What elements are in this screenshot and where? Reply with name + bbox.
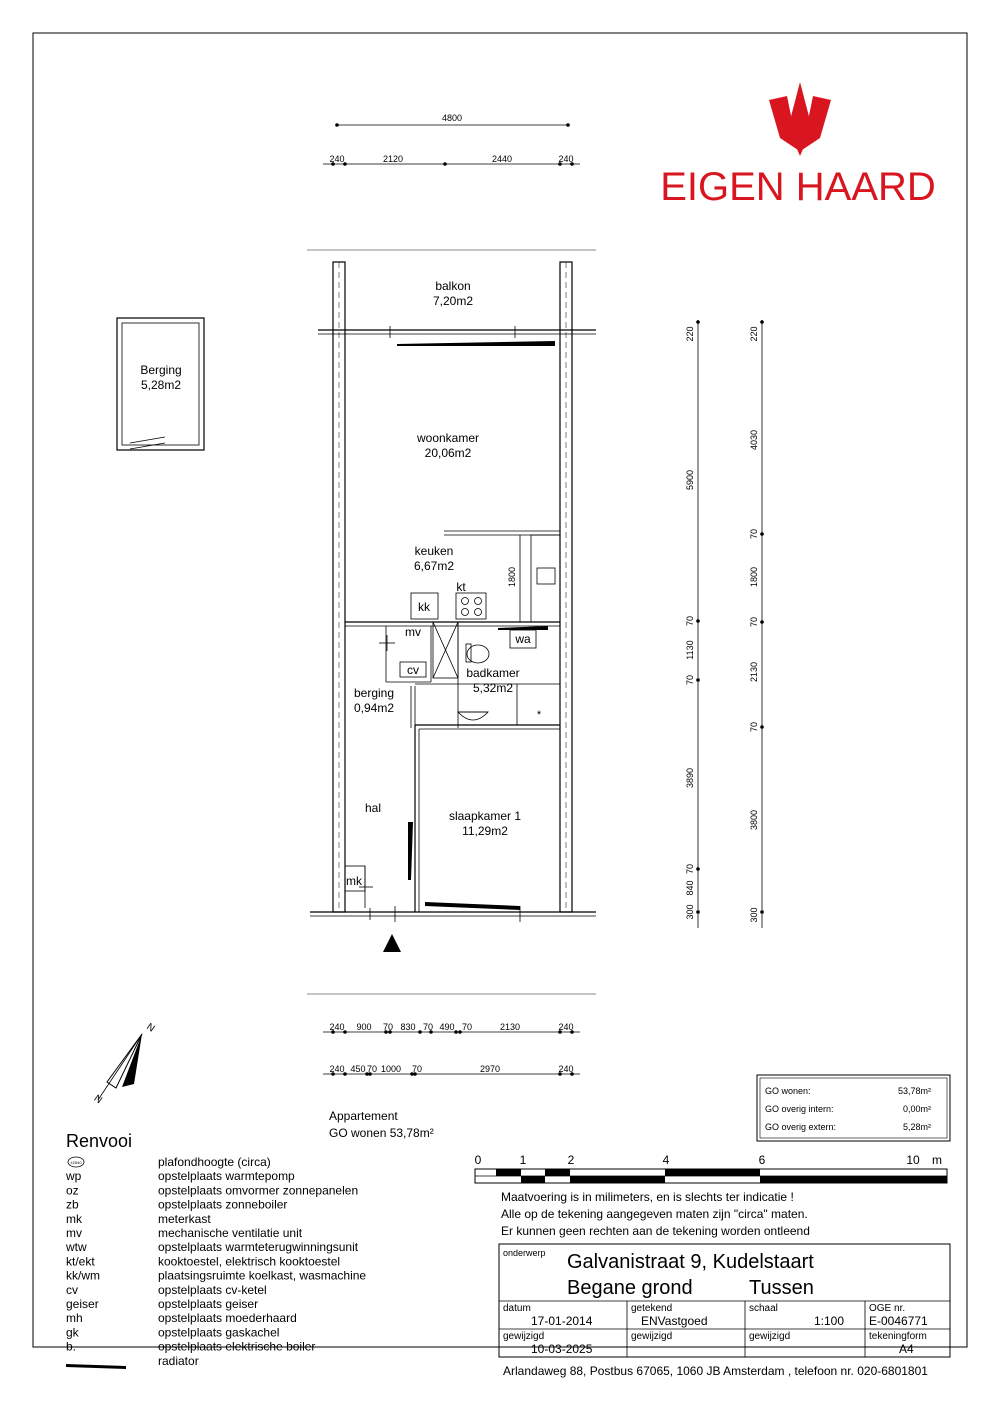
dim-right-right-7: 3800 (749, 809, 759, 831)
eigen-haard-logo (660, 82, 936, 209)
room-slaapkamer-area: 11,29m2 (462, 824, 508, 838)
dim-right-left-6: 70 (685, 863, 695, 875)
renvooi-desc-8: plaatsingsruimte koelkast, wasmachine (158, 1268, 367, 1283)
dim-bottom-row2-5: 2970 (479, 1064, 501, 1074)
dim-bottom-row2-3: 1000 (380, 1064, 402, 1074)
renvooi-code-7: kt/ekt (66, 1254, 95, 1269)
renvooi-desc-6: opstelplaats warmteterugwinningsunit (158, 1240, 359, 1255)
dim-right-left-0: 220 (685, 326, 695, 342)
tb-getekend-label: getekend (631, 1303, 673, 1314)
dim-right-right-0: 220 (749, 326, 759, 342)
bottom-dimensions (323, 1022, 580, 1076)
tb-gewijzigd2-label: gewijzigd (631, 1331, 673, 1342)
tb-tekeningform: A4 (899, 1342, 914, 1356)
tb-onderwerp-label: onderwerp (503, 1248, 546, 1258)
renvooi-desc-9: opstelplaats cv-ketel (158, 1282, 267, 1297)
area-row-1-value: 0,00m² (902, 1104, 931, 1114)
renvooi-code-10: geiser (66, 1297, 99, 1311)
room-keuken-area: 6,67m2 (413, 559, 455, 573)
brand-name: EIGEN HAARD (660, 165, 936, 209)
dim-bottom-row2-0: 240 (329, 1064, 345, 1074)
title-block (499, 1244, 950, 1378)
dim-bottom-row2-2: 70 (366, 1064, 378, 1074)
note-1: Maatvoering is in milimeters, en is slechts ter indicatie ! (501, 1190, 794, 1204)
tb-address: Galvanistraat 9, Kudelstaart (567, 1251, 814, 1273)
tb-type: Tussen (749, 1277, 814, 1299)
dim-bottom-row2-4: 70 (411, 1064, 423, 1074)
area-row-0-label: GO wonen: (765, 1086, 811, 1096)
area-row-0-value: 53,78m² (897, 1086, 931, 1096)
renvooi-code-1: wp (66, 1169, 82, 1184)
renvooi-desc-1: opstelplaats warmtepomp (158, 1169, 295, 1184)
note-3: Er kunnen geen rechten aan de tekening worden ontleend (501, 1224, 810, 1238)
renvooi-code-13: b. (66, 1339, 77, 1354)
renvooi-code-8: kk/wm (66, 1268, 100, 1283)
scale-label-3: 4 (662, 1153, 670, 1167)
dim-top-seg-4: 240 (558, 154, 574, 164)
area-row-1-label: GO overig intern: (765, 1104, 834, 1114)
dim-bottom-row1-6: 70 (461, 1022, 473, 1032)
tb-gewijzigd3-label: gewijzigd (749, 1331, 791, 1342)
dim-bottom-row1-2: 70 (382, 1022, 394, 1032)
dim-right-right-5: 2130 (749, 661, 759, 683)
dim-right-left-4: 70 (685, 674, 695, 686)
dim-top-total: 4800 (441, 113, 463, 123)
radiator-symbol (66, 1364, 126, 1369)
tb-schaal: 1:100 (814, 1314, 845, 1328)
fixture-kk: kk (418, 600, 430, 614)
dim-right-right-6: 70 (749, 721, 759, 733)
dim-right-left-3: 1130 (685, 640, 695, 660)
area-row-2-label: GO overig extern: (765, 1122, 837, 1132)
room-badkamer-area: 5,32m2 (472, 681, 514, 695)
dim-right-right-8: 300 (749, 907, 759, 923)
tb-tekeningform-label: tekeningform (869, 1331, 927, 1342)
tb-gewijzigd-date: 10-03-2025 (531, 1342, 593, 1356)
note-2: Alle op de tekening aangegeven maten zijn "circa" maten. (501, 1207, 808, 1221)
dim-bottom-row1-0: 240 (329, 1022, 345, 1032)
renvooi-code-5: mv (66, 1226, 82, 1240)
room-berging-ext-area: 5,28m2 (140, 378, 182, 392)
tb-getekend: ENVastgoed (641, 1314, 708, 1328)
plafond-symbol: ±2540 (70, 1160, 82, 1165)
dim-right-left-1: 5900 (685, 469, 695, 491)
dim-top-seg-2: 2120 (382, 154, 404, 164)
right-dimensions (685, 320, 764, 928)
fixture-kt: kt (456, 580, 466, 594)
dim-bottom-row1-7: 2130 (499, 1022, 521, 1032)
dim-kitchen-1800: 1800 (507, 566, 517, 588)
dim-bottom-row1-3: 830 (400, 1022, 416, 1032)
compass-n-bottom: N (92, 1091, 105, 1105)
dim-right-right-3: 1800 (749, 566, 759, 588)
room-berging-ext-name: Berging (140, 363, 182, 377)
dim-bottom-row2-6: 240 (558, 1064, 574, 1074)
room-berging-int-name: berging (353, 686, 395, 700)
renvooi-desc-2: opstelplaats omvormer zonnepanelen (158, 1183, 359, 1198)
tb-schaal-label: schaal (749, 1303, 778, 1314)
renvooi-desc-13: opstelplaats elektrische boiler (158, 1339, 316, 1354)
dim-bottom-row1-1: 900 (356, 1022, 372, 1032)
scale-label-4: 6 (758, 1153, 766, 1167)
scale-label-2: 2 (567, 1153, 575, 1167)
scale-label-5: 10 (906, 1153, 920, 1167)
dim-top-seg-3: 2440 (491, 154, 513, 164)
renvooi-code-4: mk (66, 1211, 82, 1226)
dim-right-right-2: 70 (749, 528, 759, 540)
renvooi-desc-4: meterkast (158, 1211, 211, 1226)
summary-title: Appartement (329, 1109, 398, 1123)
scale-unit: m (932, 1153, 942, 1167)
tb-gewijzigd-label: gewijzigd (503, 1331, 545, 1342)
room-woonkamer-name: woonkamer (416, 431, 480, 445)
renvooi-code-11: mh (66, 1311, 83, 1326)
tb-datum: 17-01-2014 (531, 1314, 593, 1328)
renvooi-desc-11: opstelplaats moederhaard (158, 1311, 297, 1326)
fixture-wa: wa (515, 632, 531, 646)
tb-oge: E-0046771 (869, 1314, 928, 1328)
dim-bottom-row1-8: 240 (558, 1022, 574, 1032)
dim-right-right-1: 4030 (749, 429, 759, 451)
room-balkon-area: 7,20m2 (432, 294, 474, 308)
compass-n-top: N (144, 1021, 157, 1035)
renvooi-desc-12: opstelplaats gaskachel (158, 1325, 280, 1340)
scale-label-0: 0 (474, 1153, 482, 1167)
scale-bar (475, 1153, 947, 1183)
top-dimensions (323, 113, 580, 166)
tb-datum-label: datum (503, 1303, 531, 1314)
renvooi-code-2: oz (66, 1183, 79, 1198)
renvooi-desc-7: kooktoestel, elektrisch kooktoestel (158, 1254, 341, 1269)
tb-footer: Arlandaweg 88, Postbus 67065, 1060 JB Amsterdam , telefoon nr. 020-6801801 (503, 1364, 928, 1378)
renvooi-code-3: zb (66, 1197, 79, 1212)
summary-go-wonen: GO wonen 53,78m² (329, 1126, 434, 1140)
room-slaapkamer-name: slaapkamer 1 (448, 809, 522, 823)
svg-text:*: * (536, 709, 542, 721)
dim-top-seg-1: 240 (329, 154, 345, 164)
dim-bottom-row1-4: 70 (422, 1022, 434, 1032)
room-hal-name: hal (364, 801, 382, 815)
dim-right-left-2: 70 (685, 615, 695, 627)
fixture-cv: cv (407, 663, 419, 677)
dim-right-right-4: 70 (749, 616, 759, 628)
renvooi-desc-3: opstelplaats zonneboiler (158, 1197, 288, 1212)
fixture-mk: mk (346, 874, 362, 888)
dim-right-left-7: 840 (685, 880, 695, 896)
dim-bottom-row1-5: 490 (439, 1022, 455, 1032)
dim-right-left-5: 3890 (685, 767, 695, 789)
area-table (757, 1075, 950, 1141)
scale-label-1: 1 (519, 1153, 527, 1167)
north-compass-icon (93, 1021, 157, 1104)
renvooi-desc-5: mechanische ventilatie unit (158, 1226, 303, 1240)
renvooi-code-9: cv (66, 1282, 78, 1297)
floor-plan (307, 250, 596, 994)
entrance-marker (383, 934, 401, 952)
area-row-2-value: 5,28m² (902, 1122, 931, 1132)
room-keuken-name: keuken (414, 544, 454, 558)
renvooi-desc-10: opstelplaats geiser (158, 1297, 259, 1311)
renvooi-code-12: gk (66, 1325, 79, 1340)
room-balkon-name: balkon (435, 279, 471, 293)
tb-oge-label: OGE nr. (869, 1303, 906, 1314)
room-woonkamer-area: 20,06m2 (424, 446, 472, 460)
dim-bottom-row2-1: 450 (350, 1064, 366, 1074)
renvooi-legend (65, 1131, 366, 1369)
renvooi-desc-0: plafondhoogte (circa) (158, 1155, 271, 1169)
tb-floor: Begane grond (567, 1277, 693, 1299)
renvooi-code-6: wtw (66, 1240, 87, 1255)
fixture-mv: mv (405, 625, 421, 639)
room-badkamer-name: badkamer (466, 666, 520, 680)
renvooi-title: Renvooi (66, 1131, 133, 1151)
external-storage (117, 318, 204, 450)
dim-right-left-8: 300 (685, 904, 695, 920)
room-berging-int-area: 0,94m2 (353, 701, 395, 715)
renvooi-desc-14: radiator (158, 1353, 199, 1368)
